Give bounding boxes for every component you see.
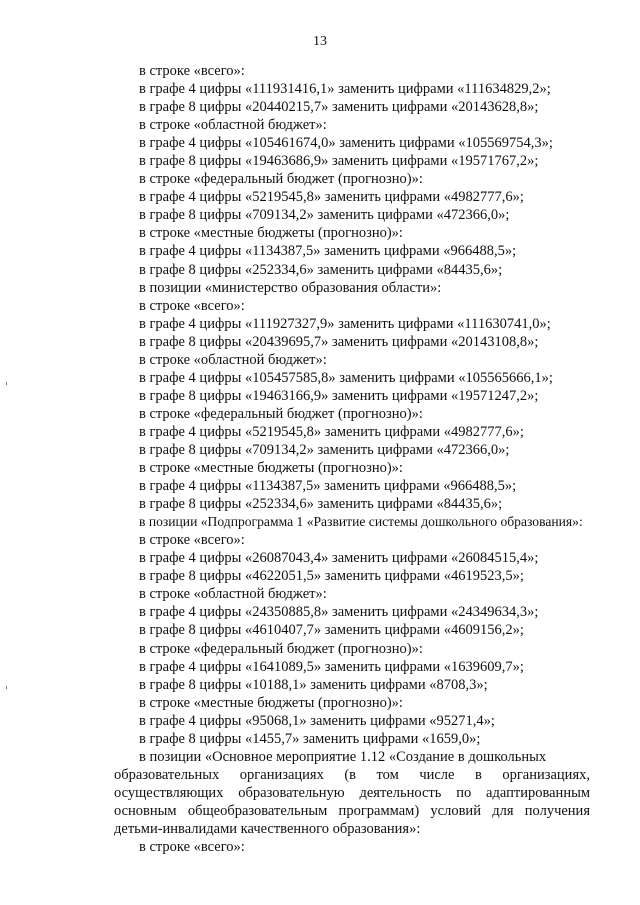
text-line: в графе 4 цифры «5219545,8» заменить цифрами «4982777,6»;: [139, 423, 524, 440]
text-line: в графе 4 цифры «105461674,0» заменить цифрами «105569754,3»;: [139, 135, 553, 152]
text-line: в графе 4 цифры «1134387,5» заменить цифрами «966488,5»;: [139, 243, 517, 260]
text-line: в графе 8 цифры «709134,2» заменить цифрами «472366,0»;: [139, 441, 510, 458]
text-line: в строке «областной бюджет»:: [139, 586, 327, 603]
paragraph-continuation: образовательных организациях (в том числе в организациях, осуществляющих образовательную деятельность по адаптированным основным общеобразовательным программам) условий для получения детьми-инвалидами качественного образования»:: [114, 766, 590, 837]
page-number: 13: [313, 34, 327, 49]
justified-paragraph: [0, 748, 640, 838]
text-line: в графе 8 цифры «709134,2» заменить цифрами «472366,0»;: [139, 207, 510, 224]
text-line: в графе 4 цифры «1134387,5» заменить цифрами «966488,5»;: [139, 478, 517, 495]
text-line: в графе 8 цифры «4610407,7» заменить цифрами «4609156,2»;: [139, 622, 524, 639]
text-line: в строке «всего»:: [139, 532, 245, 549]
text-line: в графе 4 цифры «5219545,8» заменить цифрами «4982777,6»;: [139, 189, 524, 206]
paragraph-first-line: в позиции «Основное мероприятие 1.12 «Создание в дошкольных: [139, 748, 547, 765]
text-line: в графе 4 цифры «105457585,8» заменить цифрами «105565666,1»;: [139, 369, 553, 386]
document-body: [0, 62, 640, 856]
text-line: в графе 8 цифры «20439695,7» заменить цифрами «20143108,8»;: [139, 333, 539, 350]
text-line: в графе 4 цифры «26087043,4» заменить цифрами «26084515,4»;: [139, 550, 539, 567]
text-line: в графе 4 цифры «1641089,5» заменить цифрами «1639609,7»;: [139, 658, 524, 675]
text-line: в строке «федеральный бюджет (прогнозно)»:: [139, 405, 423, 422]
text-line: в строке «областной бюджет»:: [139, 351, 327, 368]
text-line: в строке «всего»:: [139, 838, 245, 855]
text-line: в графе 4 цифры «111931416,1» заменить цифрами «111634829,2»;: [139, 81, 551, 98]
text-line: в графе 8 цифры «252334,6» заменить цифрами «84435,6»;: [139, 496, 503, 513]
text-line: в графе 4 цифры «24350885,8» заменить цифрами «24349634,3»;: [139, 604, 539, 621]
text-line: в графе 8 цифры «19463686,9» заменить цифрами «19571767,2»;: [139, 153, 539, 170]
text-line: в графе 8 цифры «1455,7» заменить цифрами «1659,0»;: [139, 730, 481, 747]
text-line: в строке «федеральный бюджет (прогнозно)»:: [139, 171, 423, 188]
text-line: в графе 8 цифры «252334,6» заменить цифрами «84435,6»;: [139, 261, 503, 278]
text-line: в графе 8 цифры «20440215,7» заменить цифрами «20143628,8»;: [139, 99, 539, 116]
text-line: в графе 8 цифры «19463166,9» заменить цифрами «19571247,2»;: [139, 387, 539, 404]
text-line: в строке «местные бюджеты (прогнозно)»:: [139, 225, 403, 242]
text-line: в строке «местные бюджеты (прогнозно)»:: [139, 694, 403, 711]
text-line: в строке «местные бюджеты (прогнозно)»:: [139, 460, 403, 477]
text-line: в строке «федеральный бюджет (прогнозно)»:: [139, 640, 423, 657]
text-line: в графе 4 цифры «95068,1» заменить цифрами «95271,4»;: [139, 712, 495, 729]
text-line: в графе 8 цифры «10188,1» заменить цифрами «8708,3»;: [139, 676, 488, 693]
text-line: в графе 4 цифры «111927327,9» заменить цифрами «111630741,0»;: [139, 315, 551, 332]
text-line: в строке «всего»:: [139, 63, 245, 79]
text-line: в позиции «Подпрограмма 1 «Развитие системы дошкольного образования»:: [139, 514, 583, 530]
text-line: в строке «областной бюджет»:: [139, 117, 327, 134]
text-line: в позиции «министерство образования области»:: [139, 279, 442, 296]
text-line: в строке «всего»:: [139, 297, 245, 314]
text-line: в графе 8 цифры «4622051,5» заменить цифрами «4619523,5»;: [139, 568, 524, 585]
